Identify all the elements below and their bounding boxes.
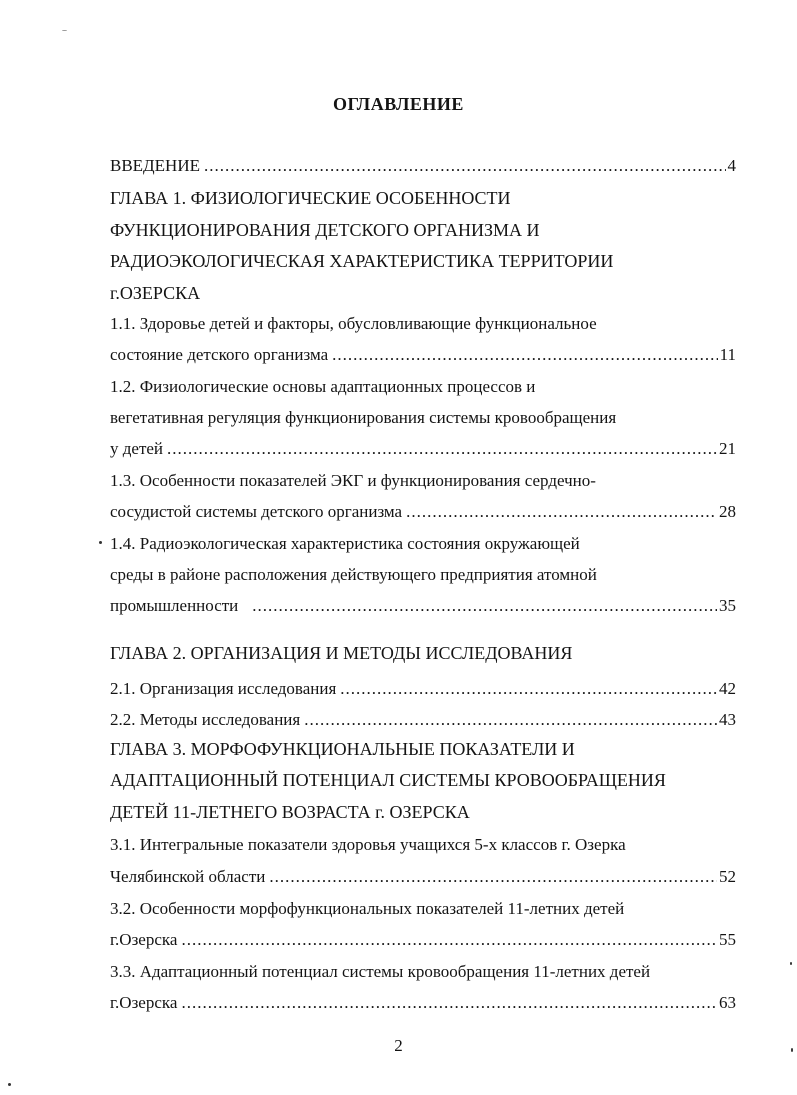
toc-entry-text: 1.1. Здоровье детей и факторы, обусловливающие функциональное (110, 314, 597, 333)
dot-leader (167, 438, 717, 460)
toc-chapter-1-line-4 (110, 282, 736, 304)
toc-chapter-2 (110, 642, 736, 664)
toc-entry-text: промышленности (110, 596, 239, 615)
dot-leader (204, 155, 726, 177)
toc-entry-page: 11 (719, 345, 736, 364)
toc-entry-text: 3.3. Адаптационный потенциал системы кровообращения 11-летних детей (110, 962, 651, 981)
toc-section-1-3-line-1 (110, 470, 736, 492)
toc-entry-page: 21 (719, 439, 736, 458)
toc-chapter-1-line-3 (110, 250, 736, 272)
toc-entry-page: 55 (719, 930, 736, 949)
toc-entry-text: у детей (110, 439, 164, 458)
toc-entry-text: 3.1. Интегральные показатели здоровья учащихся 5-х классов г. Озерка (110, 835, 626, 854)
dot-leader (340, 678, 717, 700)
scan-speck (99, 541, 102, 544)
toc-chapter-1-line-2 (110, 219, 736, 241)
toc-entry-text: ГЛАВА 2. ОРГАНИЗАЦИЯ И МЕТОДЫ ИССЛЕДОВАНИЯ (110, 643, 573, 663)
toc-entry-text: РАДИОЭКОЛОГИЧЕСКАЯ ХАРАКТЕРИСТИКА ТЕРРИТОРИИ (110, 251, 614, 271)
dot-leader (181, 992, 717, 1014)
page-number: 2 (394, 1036, 403, 1055)
dot-leader (332, 344, 717, 366)
toc-chapter-3-line-3 (110, 801, 736, 823)
toc-entry-text: среды в районе расположения действующего предприятия атомной (110, 565, 597, 584)
toc-entry-introduction (110, 155, 736, 177)
scan-speck (8, 1083, 11, 1086)
dot-leader (181, 929, 717, 951)
toc-section-3-2-line-2 (110, 929, 736, 951)
toc-entry-text: 1.4. Радиоэкологическая характеристика состояния окружающей (110, 534, 580, 553)
toc-chapter-3-line-2 (110, 769, 736, 791)
toc-entry-text: г.Озерска (110, 930, 178, 949)
scan-speck (62, 30, 67, 31)
toc-entry-text: г.Озерска (110, 993, 178, 1012)
toc-section-1-4-line-2 (110, 564, 736, 586)
dot-leader (304, 709, 717, 731)
dot-leader (406, 501, 717, 523)
toc-entry-text: 2.1. Организация исследования (110, 679, 337, 698)
toc-section-1-4-line-1 (110, 533, 736, 555)
toc-entry-text: АДАПТАЦИОННЫЙ ПОТЕНЦИАЛ СИСТЕМЫ КРОВООБРАЩЕНИЯ (110, 770, 666, 790)
page-title: ОГЛАВЛЕНИЕ (333, 94, 464, 114)
toc-section-1-2-line-2 (110, 407, 736, 429)
toc-section-3-1-line-2 (110, 866, 736, 888)
toc-entry-text: 1.3. Особенности показателей ЭКГ и функционирования сердечно- (110, 471, 596, 490)
toc-entry-page: 42 (719, 679, 736, 698)
toc-section-1-1-line-2 (110, 344, 736, 366)
toc-entry-text: 3.2. Особенности морфофункциональных показателей 11-летних детей (110, 899, 625, 918)
toc-entry-page: 52 (719, 867, 736, 886)
dot-leader (269, 866, 717, 888)
toc-entry-page: 4 (727, 156, 736, 175)
toc-entry-text: Челябинской области (110, 867, 266, 886)
toc-entry-text: г.ОЗЕРСКА (110, 283, 201, 303)
toc-section-1-3-line-2 (110, 501, 736, 523)
scan-speck (790, 962, 792, 965)
toc-entry-text: ГЛАВА 3. МОРФОФУНКЦИОНАЛЬНЫЕ ПОКАЗАТЕЛИ И (110, 739, 575, 759)
toc-section-2-1 (110, 678, 736, 700)
toc-section-1-2-line-3 (110, 438, 736, 460)
toc-section-3-3-line-1 (110, 961, 736, 983)
toc-entry-text: состояние детского организма (110, 345, 329, 364)
toc-section-3-3-line-2 (110, 992, 736, 1014)
toc-section-3-1-line-1 (110, 834, 736, 856)
toc-entry-text: ФУНКЦИОНИРОВАНИЯ ДЕТСКОГО ОРГАНИЗМА И (110, 220, 540, 240)
toc-entry-page: 28 (719, 502, 736, 521)
dot-leader (252, 595, 717, 617)
toc-section-3-2-line-1 (110, 898, 736, 920)
toc-entry-page: 35 (719, 596, 736, 615)
toc-entry-page: 43 (719, 710, 736, 729)
toc-entry-text: сосудистой системы детского организма (110, 502, 403, 521)
toc-entry-text: 1.2. Физиологические основы адаптационных процессов и (110, 377, 536, 396)
toc-entry-text: 2.2. Методы исследования (110, 710, 301, 729)
toc-entry-text: ДЕТЕЙ 11-ЛЕТНЕГО ВОЗРАСТА г. ОЗЕРСКА (110, 802, 470, 822)
toc-entry-page: 63 (719, 993, 736, 1012)
toc-entry-text: вегетативная регуляция функционирования системы кровообращения (110, 408, 617, 427)
toc-chapter-3-line-1 (110, 738, 736, 760)
toc-section-2-2 (110, 709, 736, 731)
toc-section-1-2-line-1 (110, 376, 736, 398)
toc-section-1-1-line-1 (110, 313, 736, 335)
toc-chapter-1-line-1 (110, 187, 736, 209)
toc-section-1-4-line-3 (110, 595, 736, 617)
toc-entry-text: ГЛАВА 1. ФИЗИОЛОГИЧЕСКИЕ ОСОБЕННОСТИ (110, 188, 511, 208)
scan-speck (791, 1048, 793, 1052)
toc-entry-text: ВВЕДЕНИЕ (110, 156, 200, 175)
